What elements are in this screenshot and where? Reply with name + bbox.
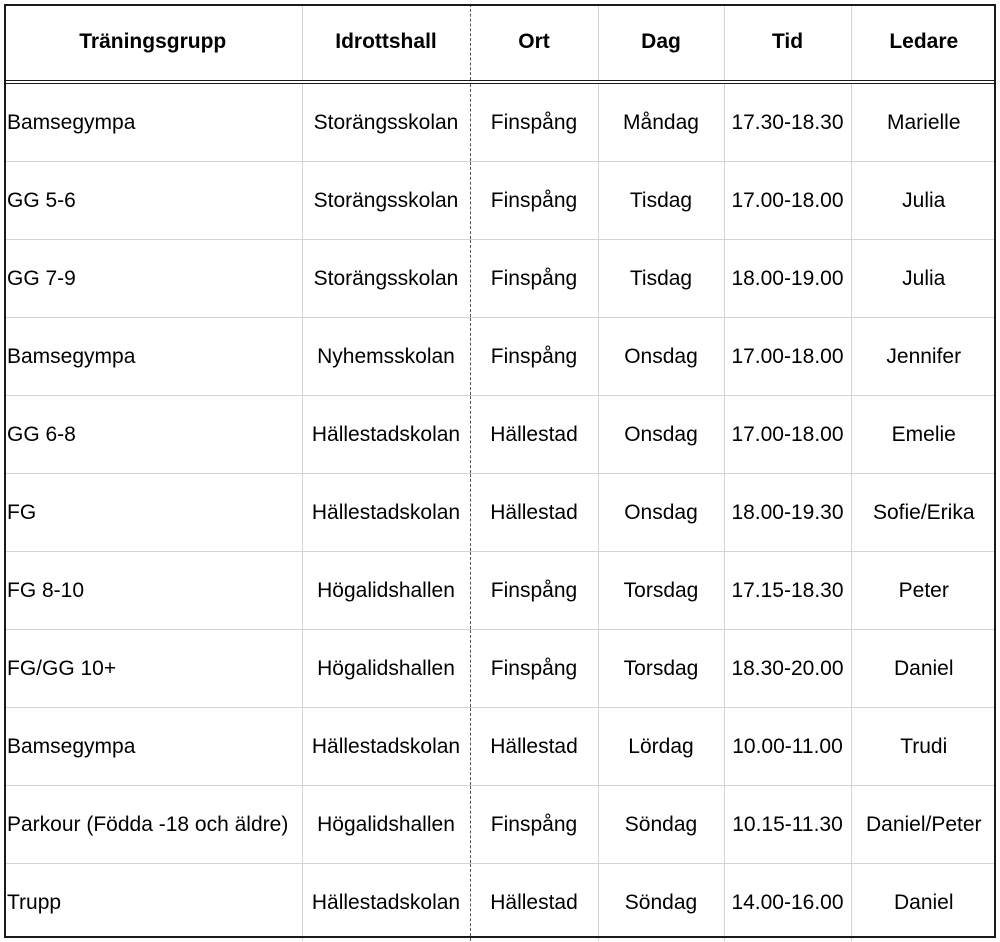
cell-place: Hällestad [470, 864, 598, 942]
header-dag: Dag [598, 4, 724, 82]
cell-leader: Marielle [851, 82, 996, 162]
header-idrottshall: Idrottshall [302, 4, 470, 82]
cell-place: Finspång [470, 552, 598, 630]
cell-time: 18.30-20.00 [724, 630, 851, 708]
cell-group: GG 6-8 [4, 396, 302, 474]
cell-place: Finspång [470, 786, 598, 864]
cell-hall: Storängsskolan [302, 82, 470, 162]
cell-leader: Peter [851, 552, 996, 630]
header-traningsgrupp: Träningsgrupp [4, 4, 302, 82]
cell-time: 17.00-18.00 [724, 396, 851, 474]
header-ledare: Ledare [851, 4, 996, 82]
cell-place: Finspång [470, 240, 598, 318]
cell-hall: Högalidshallen [302, 786, 470, 864]
cell-day: Måndag [598, 82, 724, 162]
cell-place: Finspång [470, 162, 598, 240]
cell-time: 17.00-18.00 [724, 318, 851, 396]
cell-leader: Emelie [851, 396, 996, 474]
header-ort: Ort [470, 4, 598, 82]
cell-group: Parkour (Födda -18 och äldre) [4, 786, 302, 864]
cell-hall: Hällestadskolan [302, 864, 470, 942]
cell-group: Bamsegympa [4, 318, 302, 396]
cell-day: Onsdag [598, 396, 724, 474]
cell-leader: Julia [851, 240, 996, 318]
cell-time: 17.30-18.30 [724, 82, 851, 162]
cell-time: 10.00-11.00 [724, 708, 851, 786]
cell-place: Hällestad [470, 474, 598, 552]
cell-day: Lördag [598, 708, 724, 786]
cell-leader: Jennifer [851, 318, 996, 396]
cell-place: Finspång [470, 82, 598, 162]
cell-group: Trupp [4, 864, 302, 942]
cell-group: FG/GG 10+ [4, 630, 302, 708]
cell-day: Tisdag [598, 240, 724, 318]
cell-place: Finspång [470, 630, 598, 708]
cell-time: 17.15-18.30 [724, 552, 851, 630]
cell-hall: Storängsskolan [302, 162, 470, 240]
cell-leader: Daniel/Peter [851, 786, 996, 864]
cell-place: Hällestad [470, 396, 598, 474]
cell-day: Söndag [598, 864, 724, 942]
cell-hall: Hällestadskolan [302, 708, 470, 786]
cell-leader: Daniel [851, 630, 996, 708]
cell-leader: Trudi [851, 708, 996, 786]
cell-group: FG 8-10 [4, 552, 302, 630]
cell-leader: Sofie/Erika [851, 474, 996, 552]
cell-place: Finspång [470, 318, 598, 396]
cell-day: Tisdag [598, 162, 724, 240]
cell-hall: Storängsskolan [302, 240, 470, 318]
cell-hall: Högalidshallen [302, 552, 470, 630]
table-frame [4, 4, 996, 938]
cell-time: 14.00-16.00 [724, 864, 851, 942]
cell-group: FG [4, 474, 302, 552]
cell-hall: Nyhemsskolan [302, 318, 470, 396]
cell-group: Bamsegympa [4, 82, 302, 162]
cell-time: 17.00-18.00 [724, 162, 851, 240]
cell-day: Onsdag [598, 474, 724, 552]
cell-hall: Hällestadskolan [302, 474, 470, 552]
cell-day: Torsdag [598, 630, 724, 708]
cell-group: GG 5-6 [4, 162, 302, 240]
cell-time: 18.00-19.00 [724, 240, 851, 318]
cell-day: Onsdag [598, 318, 724, 396]
cell-group: Bamsegympa [4, 708, 302, 786]
cell-place: Hällestad [470, 708, 598, 786]
cell-time: 18.00-19.30 [724, 474, 851, 552]
cell-day: Söndag [598, 786, 724, 864]
cell-time: 10.15-11.30 [724, 786, 851, 864]
cell-leader: Daniel [893, 890, 954, 914]
header-tid: Tid [724, 4, 851, 82]
cell-hall: Högalidshallen [302, 630, 470, 708]
cell-day: Torsdag [598, 552, 724, 630]
cell-group: GG 7-9 [4, 240, 302, 318]
cell-leader: Julia [851, 162, 996, 240]
cell-hall: Hällestadskolan [302, 396, 470, 474]
